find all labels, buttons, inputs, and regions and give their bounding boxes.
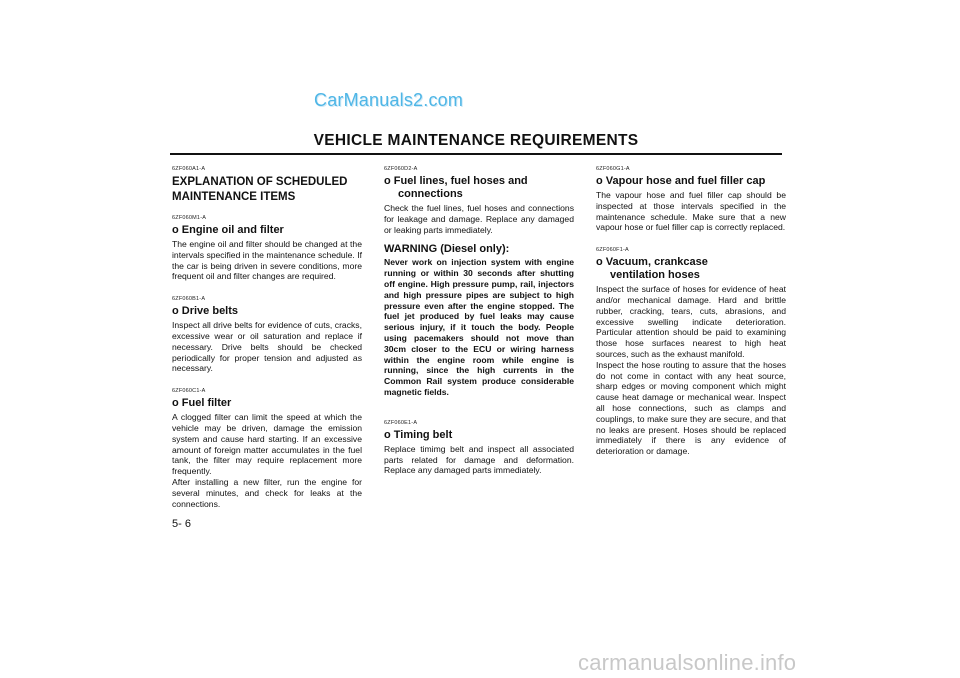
warning-text: Never work on injection system with engine running or within 30 seconds after shutting off engine. High pressure pump, rail, injectors and high pressure pipes are subject to high pressure even after the engine stopped. The fuel jet produced by fuel leaks may cause serious injury, if it touch the body. People using pacemakers should not move than 30cm closer to the ECU or wiring harness within the engine room while engine is running, since the high currents in the Common Rail system produce considerable magnetic fields.: [384, 257, 574, 397]
body-text: The vapour hose and fuel filler cap should be inspected at those intervals specified in the maintenance schedule. Make sure that a new vapour hose or fuel filler cap is correctly replaced.: [596, 190, 786, 233]
item-title-vacuum-hoses: [596, 256, 786, 282]
item-title-engine-oil: o Engine oil and filter: [172, 224, 284, 236]
body-text: Inspect all drive belts for evidence of cuts, cracks, excessive wear or oil saturation and replace if necessary. Drive belts should be checked periodically for proper tension and adjusted as necessary.: [172, 320, 362, 374]
item-title-line: connections: [398, 188, 463, 200]
item-title-vapour-hose: o Vapour hose and fuel filler cap: [596, 175, 766, 187]
body-text: A clogged filter can limit the speed at which the vehicle may be driven, damage the emission system and cause hard starting. If an excessive amount of foreign matter accumulates in the fuel tank, the filter may require replacement more frequently.: [172, 412, 362, 477]
column-1: [172, 166, 362, 509]
body-text: Replace timimg belt and inspect all associated parts related for damage and deformation. Replace any damaged parts immediately.: [384, 443, 574, 476]
body-text: The engine oil and filter should be changed at the intervals specified in the maintenance schedule. If the car is being driven in severe conditions, more frequent oil and filter changes are required.: [172, 239, 362, 282]
section-title: EXPLANATION OF SCHEDULED MAINTENANCE ITEMS: [172, 176, 348, 203]
item-title-line: o Vacuum, crankcase: [596, 256, 708, 269]
item-title-line: ventilation hoses: [610, 269, 700, 282]
section-code: 6ZF060M1-A: [172, 215, 207, 221]
section-code: 6ZF060D2-A: [384, 166, 418, 172]
page-number: 5- 6: [172, 518, 191, 530]
body-text: Check the fuel lines, fuel hoses and connections for leakage and damage. Replace any damaged or leaking parts immediately.: [384, 203, 574, 235]
header-rule: [170, 153, 782, 155]
item-title-fuel-filter: o Fuel filter: [172, 397, 232, 410]
body-text: Inspect the hose routing to assure that the hoses do not come in contact with any heat source, sharp edges or moving component which might cause heat damage or mechanical wear. Inspect all hose connections, such as clamps and couplings, to make sure they are secure, and that no leaks are present. Hoses should be replaced immediately if there is any evidence of deterioration or damage.: [596, 359, 786, 457]
warning-title: WARNING (Diesel only):: [384, 243, 510, 256]
item-title-drive-belts: o Drive belts: [172, 305, 239, 318]
watermark: carmanualsonline.info: [578, 650, 797, 675]
body-text: Inspect the surface of hoses for evidence of heat and/or mechanical damage. Hard and brittle rubber, cracking, tears, cuts, abrasions, and excessive swelling indicate deterioration. Particular attention should be paid to examining those hose surfaces nearest to high heat sources, such as the exhaust manifold.: [596, 284, 786, 359]
section-code: 6ZF060B1-A: [172, 296, 206, 303]
section-code: 6ZF060F1-A: [596, 247, 629, 254]
page-header: VEHICLE MAINTENANCE REQUIREMENTS: [313, 132, 639, 149]
item-title-line: o Fuel lines, fuel hoses and: [384, 175, 528, 187]
section-code: 6ZF060A1-A: [172, 166, 206, 172]
body-text: After installing a new filter, run the engine for several minutes, and check for leaks at the connections.: [172, 476, 362, 509]
site-logo: CarManuals2.com: [314, 90, 464, 110]
section-code: 6ZF060G1-A: [596, 166, 630, 172]
section-code: 6ZF060E1-A: [384, 419, 418, 426]
item-title-fuel-lines: [384, 175, 574, 201]
item-title-timing-belt: o Timing belt: [384, 428, 453, 441]
section-code: 6ZF060C1-A: [172, 388, 206, 395]
column-2: [384, 166, 574, 476]
column-3: [596, 166, 786, 457]
